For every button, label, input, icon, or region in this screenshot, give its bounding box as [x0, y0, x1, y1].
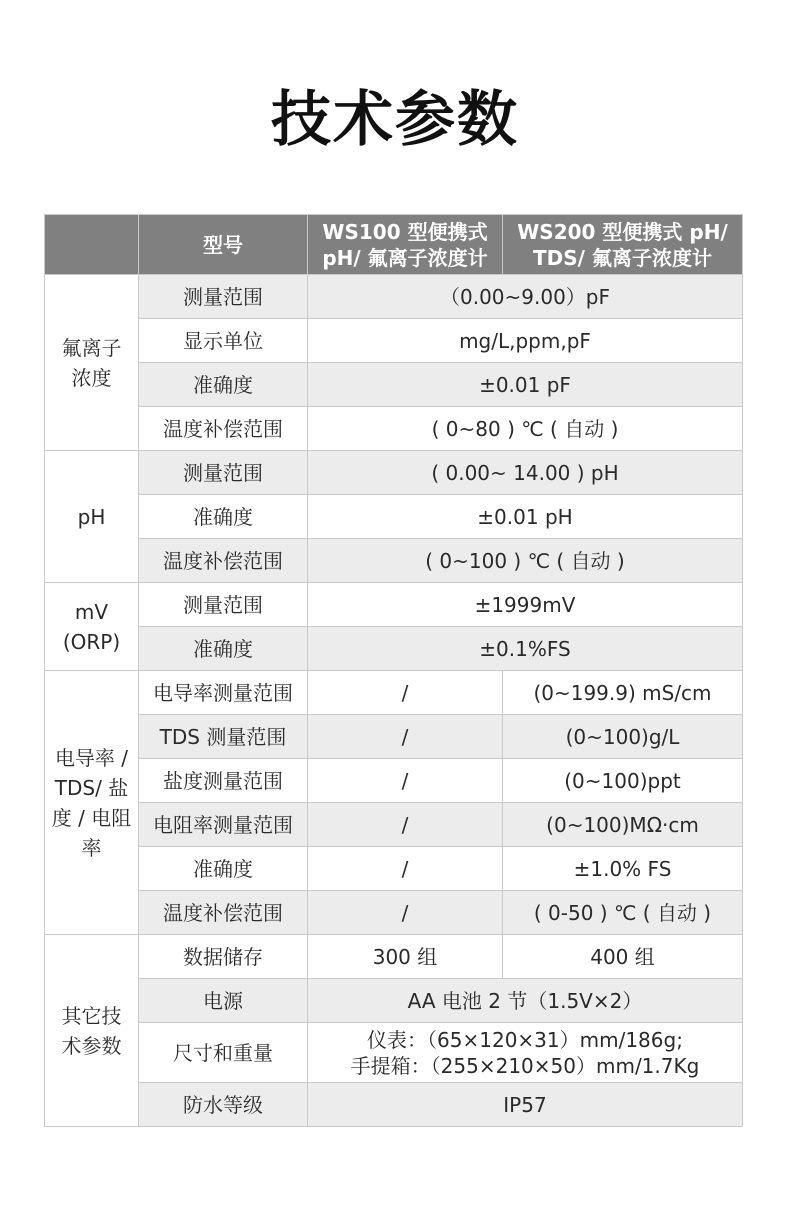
table-row	[45, 363, 743, 407]
param-value: mg/L,ppm,pF	[308, 319, 743, 363]
param-value: ±0.1%FS	[308, 627, 743, 671]
param-name: 准确度	[139, 495, 308, 539]
table-row	[45, 715, 743, 759]
table-row	[45, 495, 743, 539]
table-row	[45, 583, 743, 627]
table-row	[45, 275, 743, 319]
ws200-value: (0~100)ppt	[503, 759, 743, 803]
param-value: ( 0~80 ) ℃ ( 自动 )	[308, 407, 743, 451]
ws100-value: /	[308, 847, 503, 891]
table-row	[45, 671, 743, 715]
param-name: 温度补偿范围	[139, 539, 308, 583]
param-name: TDS 测量范围	[139, 715, 308, 759]
param-name: 测量范围	[139, 275, 308, 319]
ws100-value: 300 组	[308, 935, 503, 979]
table-row	[45, 847, 743, 891]
table-row	[45, 1083, 743, 1127]
param-value: ±0.01 pH	[308, 495, 743, 539]
table-row	[45, 891, 743, 935]
param-name: 测量范围	[139, 451, 308, 495]
ws200-value: ( 0-50 ) ℃ ( 自动 )	[503, 891, 743, 935]
table-row	[45, 803, 743, 847]
param-name: 数据储存	[139, 935, 308, 979]
table-row	[45, 759, 743, 803]
param-name: 显示单位	[139, 319, 308, 363]
page-title: 技术参数	[271, 85, 519, 155]
param-value: ±1999mV	[308, 583, 743, 627]
ws200-value: 400 组	[503, 935, 743, 979]
ws200-value: (0~100)g/L	[503, 715, 743, 759]
param-name: 温度补偿范围	[139, 407, 308, 451]
param-value: IP57	[308, 1083, 743, 1127]
ws200-value: (0~199.9) mS/cm	[503, 671, 743, 715]
param-name: 准确度	[139, 363, 308, 407]
table-row	[45, 935, 743, 979]
value-line: 仪表：（65×120×31）mm/186g;	[367, 1027, 683, 1052]
param-name: 电阻率测量范围	[139, 803, 308, 847]
param-value: AA 电池 2 节（1.5V×2）	[308, 979, 743, 1023]
param-name: 电导率测量范围	[139, 671, 308, 715]
param-value: ±0.01 pF	[308, 363, 743, 407]
header-model: 型号	[139, 215, 308, 275]
spec-table	[44, 214, 743, 1127]
ws200-value: ±1.0% FS	[503, 847, 743, 891]
header-corner	[45, 215, 139, 275]
group-fluoride: 氟离子浓度	[45, 275, 139, 451]
param-name: 尺寸和重量	[139, 1023, 308, 1083]
group-other: 其它技术参数	[45, 935, 139, 1127]
ws100-value: /	[308, 671, 503, 715]
param-name: 测量范围	[139, 583, 308, 627]
ws100-value: /	[308, 891, 503, 935]
table-row	[45, 539, 743, 583]
param-value: （0.00~9.00）pF	[308, 275, 743, 319]
param-name: 盐度测量范围	[139, 759, 308, 803]
table-row	[45, 319, 743, 363]
ws100-value: /	[308, 715, 503, 759]
param-name: 准确度	[139, 847, 308, 891]
group-mv: mV (ORP)	[45, 583, 139, 671]
param-name: 温度补偿范围	[139, 891, 308, 935]
param-name: 防水等级	[139, 1083, 308, 1127]
param-name: 准确度	[139, 627, 308, 671]
header-ws200: WS200 型便携式 pH/ TDS/ 氟离子浓度计	[503, 215, 743, 275]
header-ws100: WS100 型便携式 pH/ 氟离子浓度计	[308, 215, 503, 275]
param-value: ( 0.00~ 14.00 ) pH	[308, 451, 743, 495]
param-value: ( 0~100 ) ℃ ( 自动 )	[308, 539, 743, 583]
ws100-value: /	[308, 803, 503, 847]
param-value	[308, 1023, 743, 1083]
table-row	[45, 627, 743, 671]
table-header-row	[45, 215, 743, 275]
group-conductivity: 电导率 / TDS/ 盐度 / 电阻率	[45, 671, 139, 935]
group-ph: pH	[45, 451, 139, 583]
ws200-value: (0~100)MΩ·cm	[503, 803, 743, 847]
table-row	[45, 451, 743, 495]
table-row	[45, 979, 743, 1023]
value-line: 手提箱：（255×210×50）mm/1.7Kg	[350, 1053, 700, 1078]
param-name: 电源	[139, 979, 308, 1023]
table-row	[45, 407, 743, 451]
ws100-value: /	[308, 759, 503, 803]
table-row	[45, 1023, 743, 1083]
